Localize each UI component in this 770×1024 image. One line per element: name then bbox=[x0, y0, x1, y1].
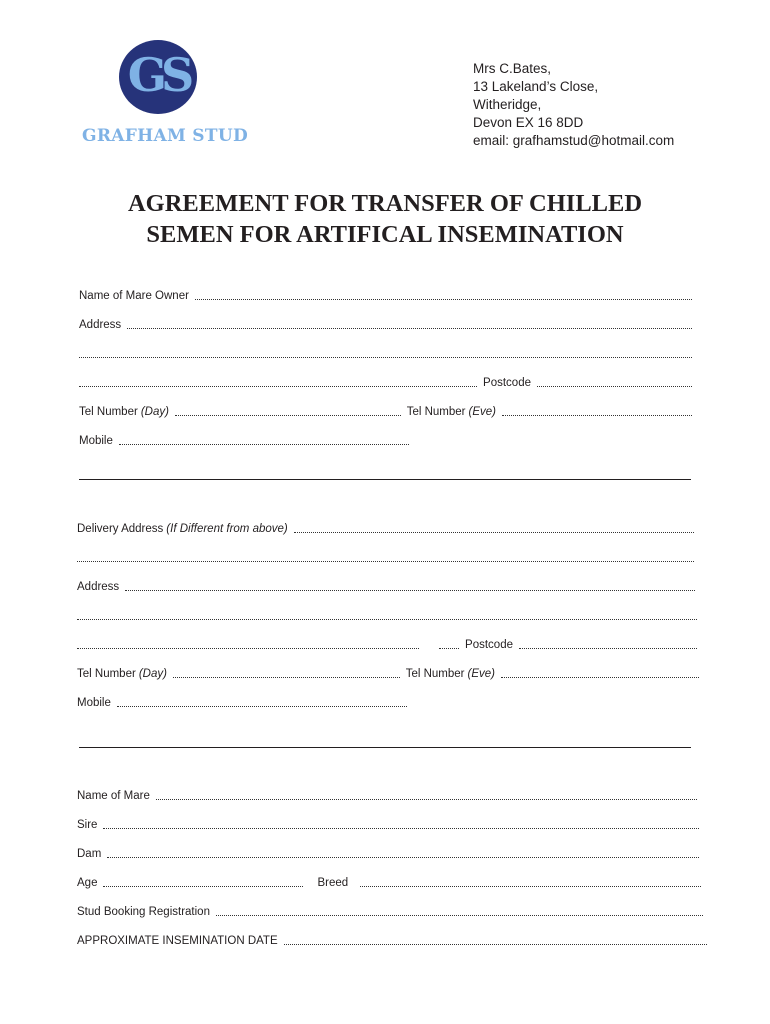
sire-label: Sire bbox=[77, 819, 98, 831]
delivery-tel-eve-note: (Eve) bbox=[467, 668, 495, 680]
owner-address-row bbox=[79, 315, 692, 331]
title-line-2: SEMEN FOR ARTIFICAL INSEMINATION bbox=[146, 221, 624, 248]
delivery-address-field-3[interactable] bbox=[125, 579, 695, 593]
owner-tel-day-note: (Day) bbox=[140, 406, 169, 418]
age-label: Age bbox=[77, 877, 98, 889]
delivery-tel-day-label: Tel Number bbox=[77, 668, 136, 680]
mare-name-row bbox=[77, 786, 697, 802]
logo-initials: GS bbox=[127, 48, 189, 102]
breed-label: Breed bbox=[317, 877, 349, 889]
section-divider bbox=[79, 747, 691, 748]
sire-row bbox=[77, 815, 699, 831]
delivery-address-field-5[interactable] bbox=[77, 637, 419, 651]
contact-email: email: grafhamstud@hotmail.com bbox=[473, 133, 675, 148]
owner-postcode-row bbox=[79, 373, 692, 389]
title-line-1: AGREEMENT FOR TRANSFER OF CHILLED bbox=[127, 190, 643, 217]
owner-name-field[interactable] bbox=[195, 288, 692, 302]
owner-postcode-label: Postcode bbox=[483, 377, 531, 389]
delivery-address-field-2[interactable] bbox=[77, 550, 694, 564]
delivery-address-note: (If Different from above) bbox=[166, 523, 288, 535]
owner-address-field-3[interactable] bbox=[79, 375, 477, 389]
delivery-tel-day-note: (Day) bbox=[138, 668, 167, 680]
owner-tel-eve-field[interactable] bbox=[502, 404, 692, 418]
owner-name-row bbox=[79, 286, 692, 302]
breed-field[interactable] bbox=[360, 875, 701, 889]
stud-booking-row bbox=[77, 902, 703, 918]
delivery-address-label: Delivery Address bbox=[77, 523, 164, 535]
contact-line: Devon EX 16 8DD bbox=[473, 115, 584, 130]
contact-line: Witheridge, bbox=[473, 97, 542, 112]
insemination-date-label: APPROXIMATE INSEMINATION DATE bbox=[77, 935, 278, 947]
delivery-postcode-row bbox=[77, 635, 697, 651]
owner-tel-row bbox=[79, 402, 692, 418]
document-title bbox=[0, 188, 770, 250]
age-field[interactable] bbox=[103, 875, 303, 889]
dam-row bbox=[77, 844, 699, 860]
stud-booking-field[interactable] bbox=[216, 904, 703, 918]
owner-mobile-row bbox=[79, 431, 409, 447]
owner-tel-day-field[interactable] bbox=[175, 404, 401, 418]
delivery-address-row-4 bbox=[77, 606, 697, 622]
contact-line: Mrs C.Bates, bbox=[473, 61, 552, 76]
dam-label: Dam bbox=[77, 848, 102, 860]
owner-mobile-label: Mobile bbox=[79, 435, 113, 447]
logo-name: GRAFHAM STUD bbox=[82, 126, 248, 146]
stud-booking-label: Stud Booking Registration bbox=[77, 906, 210, 918]
delivery-mobile-label: Mobile bbox=[77, 697, 111, 709]
owner-tel-eve-note: (Eve) bbox=[468, 406, 496, 418]
owner-address-field[interactable] bbox=[127, 317, 692, 331]
delivery-postcode-leader bbox=[439, 637, 459, 651]
delivery-address-row bbox=[77, 519, 694, 535]
contact-address bbox=[473, 60, 674, 150]
contact-line: 13 Lakeland’s Close, bbox=[473, 79, 599, 94]
sire-field[interactable] bbox=[103, 817, 699, 831]
owner-tel-day-label: Tel Number bbox=[79, 406, 138, 418]
delivery-address-row-3 bbox=[77, 577, 695, 593]
delivery-mobile-field[interactable] bbox=[117, 695, 407, 709]
section-divider bbox=[79, 479, 691, 480]
delivery-tel-eve-field[interactable] bbox=[501, 666, 699, 680]
age-breed-row bbox=[77, 873, 701, 889]
owner-address-label: Address bbox=[79, 319, 122, 331]
mare-name-label: Name of Mare bbox=[77, 790, 150, 802]
delivery-mobile-row bbox=[77, 693, 407, 709]
delivery-tel-day-field[interactable] bbox=[173, 666, 400, 680]
owner-name-label: Name of Mare Owner bbox=[79, 290, 189, 302]
insemination-date-field[interactable] bbox=[284, 933, 707, 947]
delivery-tel-eve-label: Tel Number bbox=[405, 668, 465, 680]
owner-address-row-2 bbox=[79, 344, 692, 360]
dam-field[interactable] bbox=[107, 846, 699, 860]
owner-tel-eve-label: Tel Number bbox=[406, 406, 466, 418]
owner-mobile-field[interactable] bbox=[119, 433, 409, 447]
mare-name-field[interactable] bbox=[156, 788, 697, 802]
delivery-address-field-4[interactable] bbox=[77, 608, 697, 622]
owner-address-field-2[interactable] bbox=[79, 346, 692, 360]
delivery-address-2-label: Address bbox=[77, 581, 120, 593]
delivery-address-field[interactable] bbox=[294, 521, 694, 535]
delivery-postcode-field[interactable] bbox=[519, 637, 697, 651]
owner-postcode-field[interactable] bbox=[537, 375, 692, 389]
delivery-postcode-label: Postcode bbox=[465, 639, 513, 651]
delivery-address-row-2 bbox=[77, 548, 694, 564]
insemination-date-row bbox=[77, 931, 707, 947]
delivery-tel-row bbox=[77, 664, 699, 680]
